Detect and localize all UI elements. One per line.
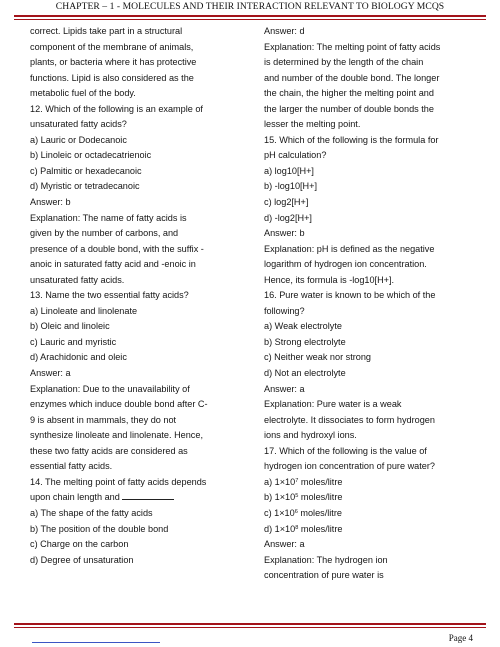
text-line: pH calculation? bbox=[264, 150, 327, 161]
text-line: essential fatty acids. bbox=[30, 461, 113, 472]
text-line: functions. Lipid is also considered as the bbox=[30, 72, 194, 83]
text-line: Answer: a bbox=[30, 368, 71, 379]
text-line: and number of the double bond. The longer bbox=[264, 72, 440, 83]
text-line: b) Linoleic or octadecatrienoic bbox=[30, 150, 152, 161]
exponent: 7 bbox=[295, 477, 299, 484]
text-line: Answer: b bbox=[30, 197, 71, 208]
right-text-column bbox=[264, 24, 490, 584]
text-line: presence of a double bond, with the suffix - bbox=[30, 243, 204, 254]
text-line: d) -log2[H+] bbox=[264, 212, 312, 223]
header-rule bbox=[14, 15, 486, 17]
text-line: 16. Pure water is known to be which of the bbox=[264, 290, 436, 301]
text-line: Answer: b bbox=[264, 228, 305, 239]
option-base: a) 1×10 bbox=[264, 476, 296, 487]
chapter-header: CHAPTER – 1 - MOLECULES AND THEIR INTERACTION RELEVANT TO BIOLOGY MCQS bbox=[55, 1, 445, 12]
option-base: c) 1×10 bbox=[264, 507, 295, 518]
text-line: b) Strong electrolyte bbox=[264, 336, 346, 347]
text-line: anoic in saturated fatty acid and -enoic in bbox=[30, 259, 196, 270]
text-line: d) Arachidonic and oleic bbox=[30, 352, 127, 363]
text-line: these two fatty acids are considered as bbox=[30, 445, 188, 456]
text-line: hydrogen ion concentration of pure water? bbox=[264, 461, 435, 472]
text-line: Answer: a bbox=[264, 539, 305, 550]
exponent: 6 bbox=[294, 508, 298, 515]
text-line: Answer: d bbox=[264, 26, 305, 36]
footer-rule-thin bbox=[14, 627, 486, 628]
fill-in-blank bbox=[122, 491, 174, 500]
text-line: 15. Which of the following is the formula for bbox=[264, 134, 439, 145]
text-line: 13. Name the two essential fatty acids? bbox=[30, 290, 189, 301]
text-line bbox=[264, 475, 490, 491]
option-unit: moles/litre bbox=[298, 476, 343, 487]
text-line: unsaturated fatty acids? bbox=[30, 119, 127, 130]
exponent: 8 bbox=[295, 524, 299, 531]
header-rule-thin bbox=[14, 19, 486, 20]
text-line: d) Myristic or tetradecanoic bbox=[30, 181, 140, 192]
text-line: d) Degree of unsaturation bbox=[30, 554, 134, 565]
text-line: Answer: a bbox=[264, 383, 305, 394]
text-line: Hence, its formula is -log10[H+]. bbox=[264, 274, 395, 285]
text-line: a) The shape of the fatty acids bbox=[30, 507, 153, 518]
text-line: c) Lauric and myristic bbox=[30, 336, 117, 347]
text-line: correct. Lipids take part in a structural bbox=[30, 26, 183, 36]
text-line: c) Palmitic or hexadecanoic bbox=[30, 165, 142, 176]
text-line: a) Lauric or Dodecanoic bbox=[30, 134, 127, 145]
text-line: Explanation: The melting point of fatty acids bbox=[264, 41, 441, 52]
text-line: concentration of pure water is bbox=[264, 570, 384, 581]
text-line: logarithm of hydrogen ion concentration. bbox=[264, 259, 427, 270]
text-line: unsaturated fatty acids. bbox=[30, 274, 125, 285]
option-base: d) 1×10 bbox=[264, 523, 296, 534]
text-line: a) Linoleate and linolenate bbox=[30, 305, 138, 316]
option-unit: moles/litre bbox=[297, 507, 342, 518]
text-line: b) -log10[H+] bbox=[264, 181, 318, 192]
text-line: the chain, the higher the melting point and bbox=[264, 88, 434, 99]
footer-rule bbox=[14, 623, 486, 625]
text-line: b) Oleic and linoleic bbox=[30, 321, 110, 332]
text-line bbox=[264, 522, 490, 538]
text-line: d) Not an electrolyte bbox=[264, 368, 346, 379]
text-line: c) Neither weak nor strong bbox=[264, 352, 372, 363]
text-line: the larger the number of double bonds the bbox=[264, 103, 434, 114]
text-line: lesser the melting point. bbox=[264, 119, 361, 130]
text-line: following? bbox=[264, 305, 305, 316]
text-line: b) The position of the double bond bbox=[30, 523, 169, 534]
exponent: 5 bbox=[295, 493, 299, 500]
text-line: 12. Which of the following is an example of bbox=[30, 103, 203, 114]
text-line bbox=[264, 490, 490, 506]
text-line: c) Charge on the carbon bbox=[30, 539, 129, 550]
text-line: c) log2[H+] bbox=[264, 197, 309, 208]
text-line: Explanation: Pure water is a weak bbox=[264, 399, 402, 410]
text-line: Explanation: pH is defined as the negative bbox=[264, 243, 435, 254]
text-line: a) log10[H+] bbox=[264, 165, 314, 176]
text-line: Explanation: Due to the unavailability of bbox=[30, 383, 190, 394]
option-unit: moles/litre bbox=[298, 523, 343, 534]
text-line: synthesize linoleate and linolenate. Hence, bbox=[30, 430, 203, 441]
text-line: 9 is absent in mammals, they do not bbox=[30, 414, 177, 425]
option-unit: moles/litre bbox=[298, 492, 343, 503]
text-line: component of the membrane of animals, bbox=[30, 41, 194, 52]
text-line: upon chain length and bbox=[30, 490, 252, 506]
text-line: Explanation: The hydrogen ion bbox=[264, 554, 388, 565]
left-text-column bbox=[30, 24, 252, 568]
page-number: Page 4 bbox=[448, 633, 473, 643]
text-line: a) Weak electrolyte bbox=[264, 321, 342, 332]
text-line: plants, or bacteria where it has protective bbox=[30, 57, 197, 68]
text-line bbox=[264, 506, 490, 522]
text-line: enzymes which induce double bond after C- bbox=[30, 399, 208, 410]
text-line: electrolyte. It dissociates to form hydrogen bbox=[264, 414, 435, 425]
text-line: is determined by the length of the chain bbox=[264, 57, 424, 68]
text-line: Explanation: The name of fatty acids is bbox=[30, 212, 187, 223]
text-line: 17. Which of the following is the value of bbox=[264, 445, 427, 456]
text-line: metabolic fuel of the body. bbox=[30, 88, 136, 99]
footer-link-underline[interactable] bbox=[32, 642, 160, 643]
text-line: 14. The melting point of fatty acids depends bbox=[30, 476, 207, 487]
text-line: given by the number of carbons, and bbox=[30, 228, 179, 239]
option-base: b) 1×10 bbox=[264, 492, 296, 503]
text-line: ions and hydroxyl ions. bbox=[264, 430, 357, 441]
